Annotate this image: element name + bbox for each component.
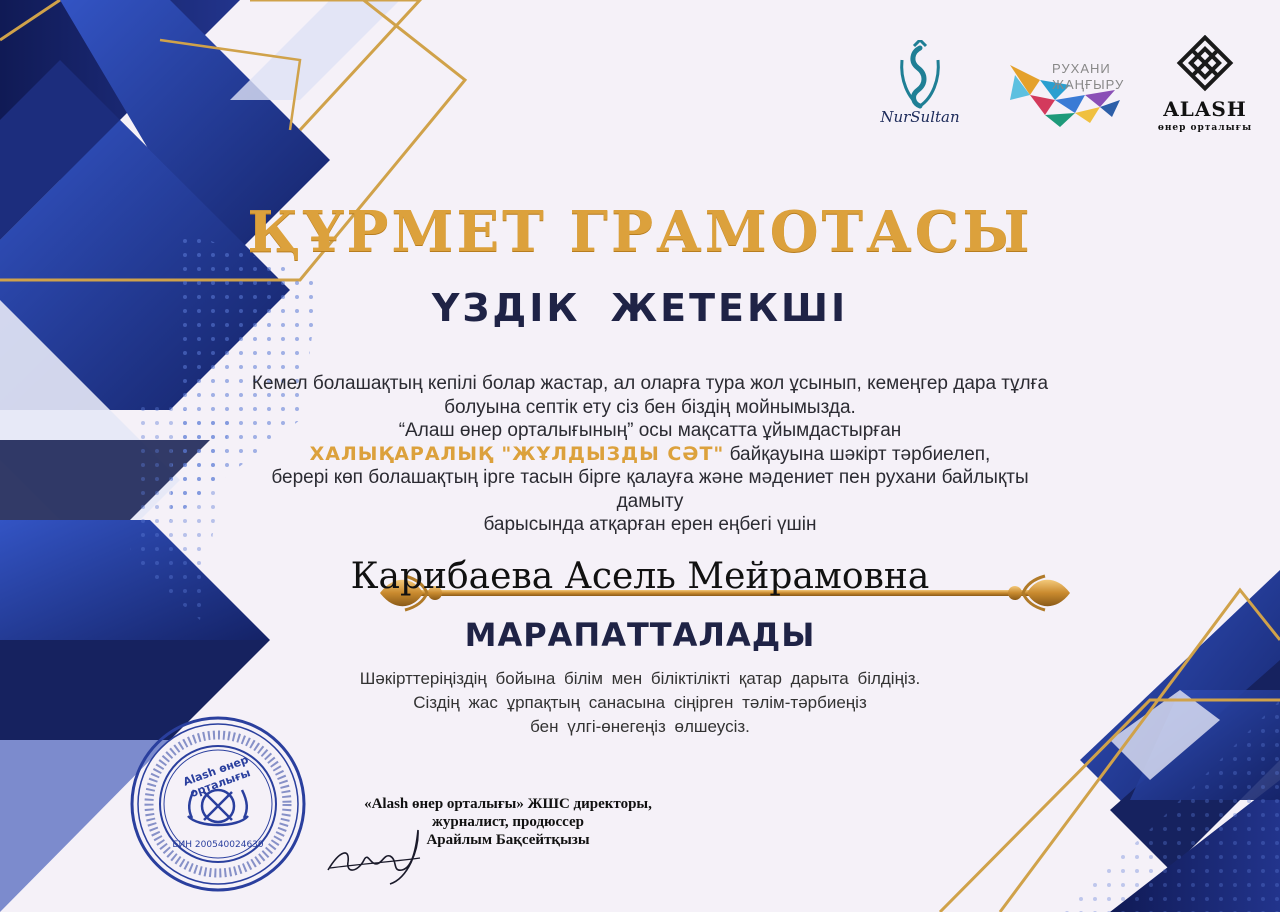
awards-heading: МАРАПАТТАЛАДЫ bbox=[464, 616, 816, 654]
alash-knot-icon bbox=[1150, 35, 1260, 95]
contest-suffix: байқауына шәкірт тәрбиелеп, bbox=[724, 443, 991, 465]
body-line: Кемел болашақтың кепілі болар жастар, ал оларға тура жол ұсынып, кемеңгер дара тұлға bbox=[251, 373, 1049, 394]
signature-line-name: Арайлым Бақсейтқызы bbox=[426, 832, 590, 848]
closing-line: Шәкірттеріңіздің бойына білім мен біліктілікті қатар дарыта білдіңіз. bbox=[359, 669, 921, 688]
nursultan-logo-text: NurSultan bbox=[880, 108, 960, 126]
recipient-name: Карибаева Асель Мейрамовна bbox=[350, 556, 930, 597]
certificate-subtitle: ҮЗДІК ЖЕТЕКШІ bbox=[431, 286, 849, 330]
alash-logo bbox=[1150, 35, 1260, 145]
closing-text bbox=[300, 667, 980, 739]
rukhani-zhangyru-logo bbox=[1000, 45, 1130, 135]
signature-line-position: «Alash өнер орталығы» ЖШС директоры, bbox=[364, 796, 652, 812]
certificate-title: ҚҰРМЕТ ГРАМОТАСЫ bbox=[247, 199, 1033, 265]
rukhani-line1: РУХАНИ bbox=[1052, 61, 1111, 76]
rukhani-line2: ЖАҢҒЫРУ bbox=[1052, 77, 1125, 92]
body-line: берері көп болашақтың ірге тасын бірге қалауға және мәдениет пен рухани байлықты дамыту bbox=[271, 467, 1029, 512]
stamp-center-text: Alash өнер орталығы bbox=[181, 753, 253, 801]
body-line: болуына септік ету сіз бен біздің мойнымызда. bbox=[444, 396, 856, 418]
body-line: барысында атқарған ерен еңбегі үшін bbox=[483, 514, 817, 535]
certificate-body bbox=[250, 372, 1050, 537]
contest-name: ХАЛЫҚАРАЛЫҚ "ЖҰЛДЫЗДЫ СӘТ" bbox=[309, 442, 725, 465]
alash-logo-name: ALASH bbox=[1163, 97, 1247, 121]
signature-block bbox=[338, 795, 678, 849]
closing-line: Сіздің жас ұрпақтың санасына сіңірген тәлім-тәрбиеңіз bbox=[413, 693, 867, 712]
nursultan-logo bbox=[870, 40, 970, 135]
closing-line: бен үлгі-өнегеңіз өлшеусіз. bbox=[530, 717, 750, 736]
official-stamp bbox=[128, 714, 308, 894]
body-line: “Алаш өнер орталығының” осы мақсатта ұйымдастырған bbox=[398, 420, 902, 441]
stamp-seal-icon bbox=[128, 714, 308, 894]
stamp-id-text: БИН 200540024630 bbox=[172, 840, 264, 850]
alash-logo-subtitle: өнер орталығы bbox=[1157, 123, 1253, 133]
body-line-contest bbox=[250, 443, 1050, 467]
signature-line-role: журналист, продюссер bbox=[431, 814, 585, 830]
